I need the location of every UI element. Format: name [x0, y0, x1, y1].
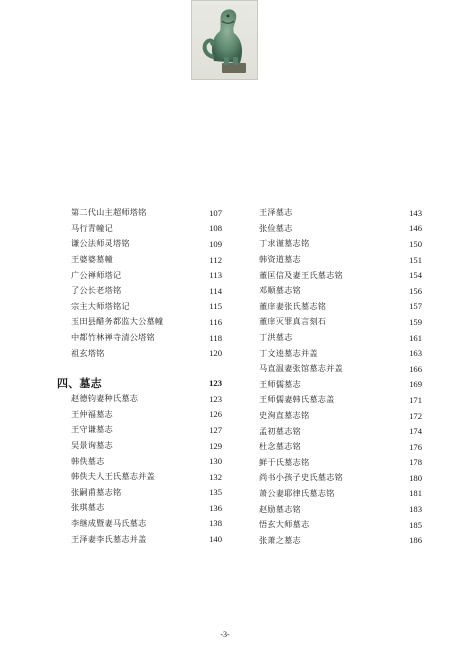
section-page: 123 [209, 377, 222, 388]
toc-entry[interactable] [259, 205, 422, 221]
toc-entry-page: 180 [409, 472, 422, 483]
toc-entry-page: 120 [209, 348, 222, 359]
toc-entry[interactable] [259, 314, 422, 330]
toc-entry-title: 邓顺墓志铭 [259, 285, 301, 296]
toc-entry-title: 萧公妻耶律氏墓志铭 [259, 487, 335, 498]
toc-entry-page: 116 [209, 316, 222, 327]
toc-entry[interactable] [259, 408, 422, 424]
toc-entry-title: 张俭墓志 [259, 222, 293, 233]
toc-entry[interactable] [57, 469, 222, 485]
toc-entry-title: 悟玄大师墓志 [259, 519, 310, 530]
page-number: -3- [220, 630, 230, 639]
toc-entry[interactable] [57, 422, 222, 438]
toc-entry-title: 张嗣甫墓志铭 [71, 486, 122, 497]
toc-entry-page: 181 [409, 488, 422, 499]
toc-entry[interactable] [259, 283, 422, 299]
toc-group-left-top [57, 205, 222, 361]
toc-entry-title: 中都竹林禅寺清公塔铭 [71, 332, 155, 343]
toc-section-heading[interactable] [57, 375, 222, 391]
toc-entry-page: 126 [209, 409, 222, 420]
toc-column-right [259, 205, 422, 548]
toc-entry-page: 157 [409, 301, 422, 312]
toc-entry-page: 127 [209, 424, 222, 435]
toc-entry-title: 韩佚墓志 [71, 455, 105, 466]
toc-entry[interactable] [57, 516, 222, 532]
toc-entry-title: 吴景询墓志 [71, 440, 113, 451]
toc-entry-page: 151 [409, 254, 422, 265]
toc-entry[interactable] [259, 392, 422, 408]
toc-entry-title: 赵励墓志铭 [259, 503, 301, 514]
toc-entry-page: 113 [209, 270, 222, 281]
toc-entry[interactable] [57, 299, 222, 315]
toc-entry-page: 176 [409, 441, 422, 452]
toc-entry-page: 156 [409, 285, 422, 296]
toc-entry[interactable] [259, 330, 422, 346]
toc-entry-page: 172 [409, 410, 422, 421]
toc-group-left-bottom [57, 391, 222, 547]
toc-entry-title: 董庠灭罪真言刻石 [259, 316, 327, 327]
toc-entry[interactable] [57, 267, 222, 283]
toc-entry[interactable] [57, 330, 222, 346]
toc-entry-page: 123 [209, 393, 222, 404]
toc-entry-page: 115 [209, 301, 222, 312]
toc-entry-page: 154 [409, 270, 422, 281]
toc-entry-page: 132 [209, 471, 222, 482]
toc-entry[interactable] [259, 423, 422, 439]
toc-entry[interactable] [57, 236, 222, 252]
toc-entry-page: 169 [409, 379, 422, 390]
section-title: 四、墓志 [57, 376, 102, 390]
toc-entry-title: 李继成暨妻马氏墓志 [71, 517, 147, 528]
toc-entry-page: 178 [409, 457, 422, 468]
toc-entry[interactable] [259, 221, 422, 237]
toc-entry[interactable] [259, 299, 422, 315]
toc-entry-title: 王婆婆墓幢 [71, 254, 113, 265]
toc-entry[interactable] [57, 345, 222, 361]
toc-entry-title: 了公长老塔铭 [71, 285, 122, 296]
toc-entry[interactable] [57, 252, 222, 268]
toc-entry[interactable] [57, 453, 222, 469]
toc-entry-page: 140 [209, 534, 222, 545]
toc-entry-page: 163 [409, 348, 422, 359]
toc-entry-page: 150 [409, 238, 422, 249]
toc-entry[interactable] [57, 531, 222, 547]
toc-entry-title: 宗主大师塔铭记 [71, 300, 130, 311]
toc-entry-page: 112 [209, 254, 222, 265]
toc-entry-title: 史洵直墓志铭 [259, 410, 310, 421]
toc-entry-page: 129 [209, 440, 222, 451]
toc-entry-title: 王师儒妻韩氏墓志盖 [259, 394, 335, 405]
toc-entry[interactable] [259, 501, 422, 517]
toc-entry[interactable] [57, 314, 222, 330]
toc-entry-title: 王泽妻李氏墓志并盖 [71, 533, 147, 544]
toc-entry[interactable] [259, 377, 422, 393]
toc-entry-title: 张萧之墓志 [259, 534, 301, 545]
toc-entry-title: 马直温妻张馆墓志并盖 [259, 363, 343, 374]
toc-entry[interactable] [259, 267, 422, 283]
toc-entry[interactable] [259, 236, 422, 252]
toc-entry[interactable] [57, 205, 222, 221]
toc-entry-title: 尚书小孩子史氏墓志铭 [259, 472, 343, 483]
toc-entry[interactable] [57, 485, 222, 501]
toc-entry-title: 赵德钧妻种氏墓志 [71, 393, 139, 404]
toc-entry-page: 107 [209, 207, 222, 218]
toc-entry-page: 114 [209, 285, 222, 296]
toc-entry-page: 185 [409, 519, 422, 530]
toc-entry-title: 董庠妻张氏墓志铭 [259, 300, 327, 311]
toc-entry[interactable] [57, 221, 222, 237]
toc-entry[interactable] [57, 407, 222, 423]
toc-entry-title: 丁洪墓志 [259, 332, 293, 343]
toc-entry-title: 谦公法师灵塔铭 [71, 238, 130, 249]
toc-entry-page: 159 [409, 316, 422, 327]
toc-entry-title: 马行青幢记 [71, 222, 113, 233]
toc-entry-title: 鲜于氏墓志铭 [259, 456, 310, 467]
toc-entry-title: 第二代山主超师塔铭 [71, 207, 147, 218]
toc-entry[interactable] [259, 486, 422, 502]
toc-entry-page: 166 [409, 363, 422, 374]
toc-entry-title: 广公禅师塔记 [71, 269, 122, 280]
toc-entry-page: 146 [409, 223, 422, 234]
toc-entry[interactable] [57, 438, 222, 454]
cover-photo-lion-sculpture [191, 0, 258, 80]
toc-entry[interactable] [259, 532, 422, 548]
toc-entry-page: 174 [409, 426, 422, 437]
toc-entry-title: 杜念墓志铭 [259, 441, 301, 452]
toc-entry[interactable] [57, 391, 222, 407]
toc-entry-page: 183 [409, 504, 422, 515]
toc-entry-page: 130 [209, 456, 222, 467]
toc-entry-page: 138 [209, 518, 222, 529]
toc-entry-page: 136 [209, 502, 222, 513]
toc-entry-page: 135 [209, 487, 222, 498]
toc-entry-title: 孟初墓志铭 [259, 425, 301, 436]
toc-entry-page: 186 [409, 535, 422, 546]
toc-entry-title: 董匡信及妻王氏墓志铭 [259, 269, 343, 280]
toc-entry-page: 171 [409, 394, 422, 405]
toc-entry[interactable] [259, 252, 422, 268]
toc-entry[interactable] [259, 517, 422, 533]
toc-entry[interactable] [57, 500, 222, 516]
toc-entry-title: 王仲福墓志 [71, 408, 113, 419]
toc-column-left [57, 205, 222, 547]
toc-entry-title: 祖玄塔铭 [71, 347, 105, 358]
toc-entry[interactable] [57, 283, 222, 299]
toc-entry-title: 韩佚夫人王氏墓志并盖 [71, 471, 155, 482]
toc-entry-page: 143 [409, 207, 422, 218]
toc-entry-title: 王泽墓志 [259, 207, 293, 218]
toc-entry-page: 118 [209, 332, 222, 343]
toc-entry[interactable] [259, 470, 422, 486]
toc-entry-title: 张琪墓志 [71, 502, 105, 513]
toc-entry[interactable] [259, 361, 422, 377]
toc-entry-page: 109 [209, 238, 222, 249]
toc-entry-page: 161 [409, 332, 422, 343]
toc-entry[interactable] [259, 439, 422, 455]
toc-entry-title: 王守谦墓志 [71, 424, 113, 435]
toc-entry-title: 丁求谨墓志铭 [259, 238, 310, 249]
toc-entry-title: 王师儒墓志 [259, 378, 301, 389]
toc-entry[interactable] [259, 455, 422, 471]
toc-entry-title: 丁文逵墓志并盖 [259, 347, 318, 358]
toc-entry[interactable] [259, 345, 422, 361]
toc-entry-title: 玉田县醋务都监大公墓幢 [71, 316, 164, 327]
toc-entry-title: 韩资道墓志 [259, 254, 301, 265]
toc-entry-page: 108 [209, 223, 222, 234]
